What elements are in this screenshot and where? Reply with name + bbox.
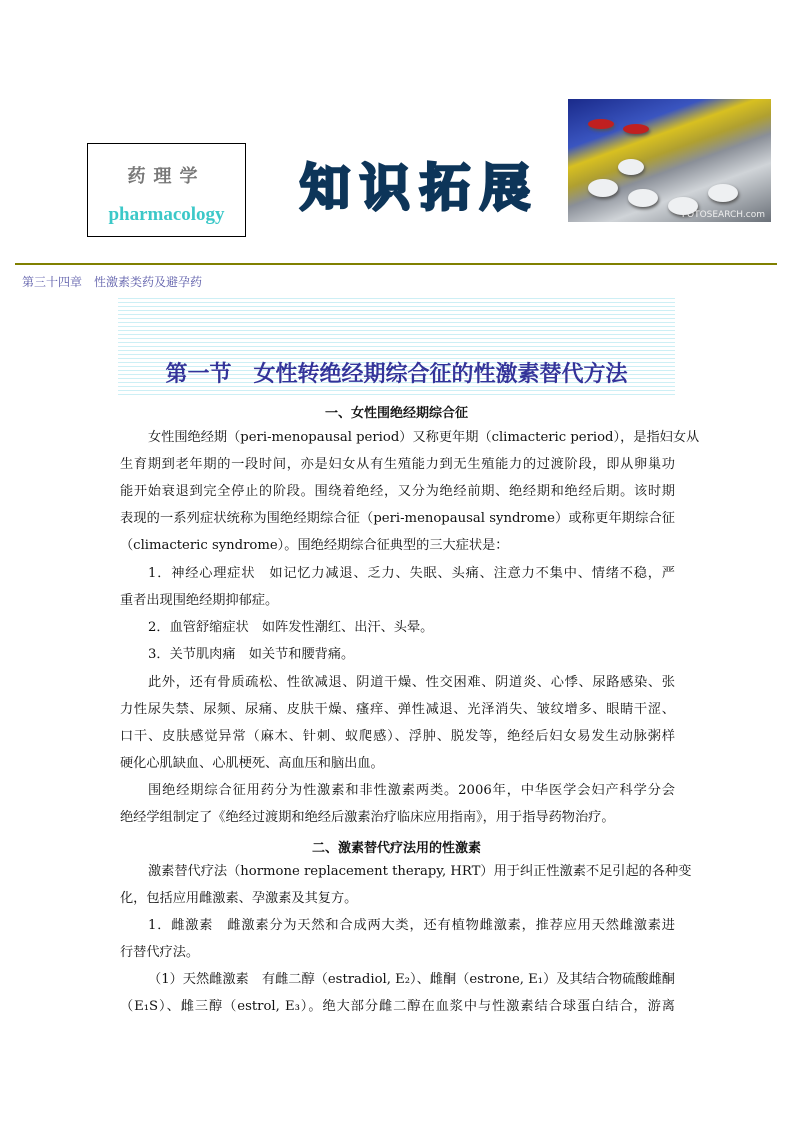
text-line: 化，包括应用雌激素、孕激素及其复方。 — [120, 891, 358, 906]
banner-title: 知识拓展 — [300, 159, 540, 217]
text-line: 能开始衰退到完全停止的阶段。围绕着绝经，又分为绝经前期、绝经期和绝经后期。该时期 — [120, 484, 675, 499]
text-line: 硬化心肌缺血、心肌梗死、高血压和脑出血。 — [120, 756, 384, 771]
chapter-heading: 第三十四章 性激素类药及避孕药 — [22, 275, 203, 289]
text-line: 行替代疗法。 — [120, 945, 200, 960]
text-line: 力性尿失禁、尿频、尿痛、皮肤干燥、瘙痒、弹性减退、光泽消失、皱纹增多、眼睛干涩、 — [120, 702, 675, 717]
medicine-photo — [568, 99, 771, 222]
text-line: 口干、皮肤感觉异常（麻木、针刺、蚁爬感）、浮肿、脱发等，绝经后妇女易发生动脉粥样 — [120, 729, 675, 744]
text-line: 表现的一系列症状统称为围绝经期综合征（peri-menopausal syndrome）或称更年期综合征 — [120, 511, 675, 526]
text-line: 3．关节肌肉痛 如关节和腰背痛。 — [148, 647, 355, 662]
text-line: 1．雌激素 雌激素分为天然和合成两大类，还有植物雌激素，推荐应用天然雌激素进 — [148, 918, 675, 933]
text-line: 绝经学组制定了《绝经过渡期和绝经后激素治疗临床应用指南》，用于指导药物治疗。 — [120, 810, 615, 825]
subheading-1: 一、女性围绝经期综合征 — [324, 406, 468, 421]
text-line: 此外，还有骨质疏松、性欲减退、阴道干燥、性交困难、阴道炎、心悸、尿路感染、张 — [148, 675, 675, 690]
text-line: （E₁S）、雌三醇（estrol, E₃）。绝大部分雌二醇在血浆中与性激素结合球蛋白结合，游离 — [120, 999, 675, 1014]
text-line: （climacteric syndrome）。围绝经期综合征典型的三大症状是： — [120, 538, 509, 553]
text-line: 2．血管舒缩症状 如阵发性潮红、出汗、头晕。 — [148, 620, 434, 635]
section-title: 第一节 女性转绝经期综合征的性激素替代方法 — [165, 362, 628, 387]
photo-watermark: FOTOSEARCH.com — [681, 210, 765, 220]
subheading-2: 二、激素替代疗法用的性激素 — [311, 841, 481, 856]
header-rule — [15, 263, 777, 265]
text-line: 生育期到老年期的一段时间，亦是妇女从有生殖能力到无生殖能力的过渡阶段，即从卵巢功 — [120, 457, 675, 472]
text-line: 重者出现围绝经期抑郁症。 — [120, 593, 279, 608]
text-line: 1．神经心理症状 如记忆力减退、乏力、失眠、头痛、注意力不集中、情绪不稳，严 — [148, 566, 675, 581]
text-line: 女性围绝经期（peri-menopausal period）又称更年期（climacteric period），是指妇女从 — [148, 430, 700, 445]
logo-chinese: 药理学 — [127, 166, 206, 187]
logo-english: pharmacology — [108, 204, 225, 225]
text-line: 激素替代疗法（hormone replacement therapy, HRT）用于纠正性激素不足引起的各种变 — [148, 864, 692, 879]
text-line: （1）天然雌激素 有雌二醇（estradiol, E₂）、雌酮（estrone, E₁）及其结合物硫酸雌酮 — [148, 972, 675, 987]
text-line: 围绝经期综合征用药分为性激素和非性激素两类。2006年，中华医学会妇产科学分会 — [148, 783, 675, 798]
logo-box — [87, 143, 246, 237]
